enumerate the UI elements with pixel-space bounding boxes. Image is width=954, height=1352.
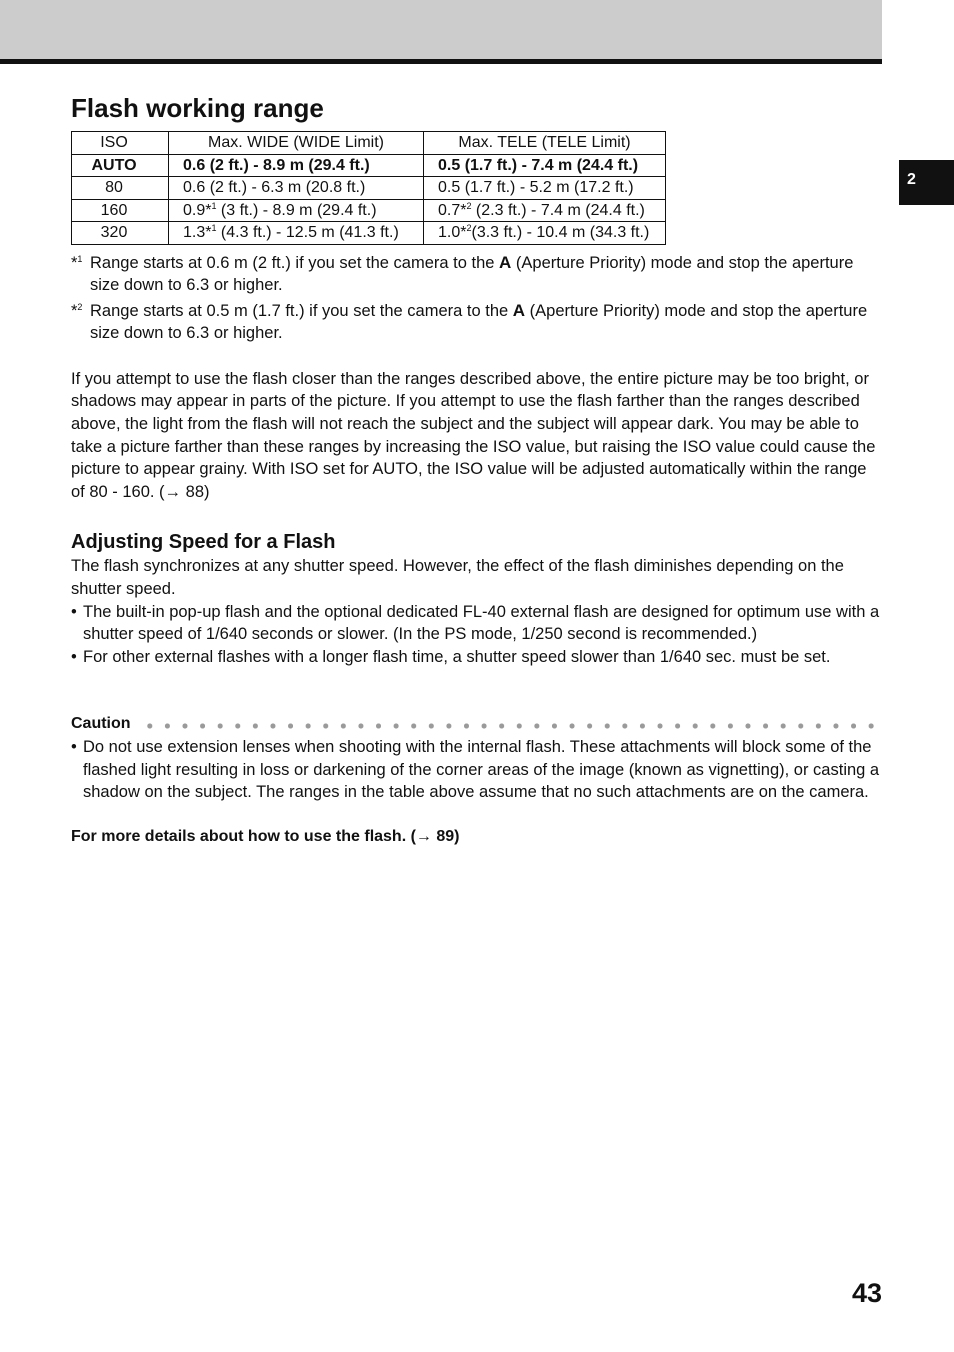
header-rule bbox=[0, 59, 882, 64]
footnotes bbox=[71, 252, 883, 345]
caution-label: Caution bbox=[71, 715, 131, 733]
page-title: Flash working range bbox=[71, 93, 324, 123]
page-number: 43 bbox=[852, 1278, 883, 1308]
chapter-tab: 2 bbox=[899, 160, 954, 205]
cell-iso: 160 bbox=[72, 199, 169, 222]
header-iso: ISO bbox=[72, 132, 169, 155]
header-tele: Max. TELE (TELE Limit) bbox=[424, 132, 666, 155]
table-row bbox=[72, 222, 666, 245]
cell-tele bbox=[424, 222, 666, 245]
cell-iso: 320 bbox=[72, 222, 169, 245]
cell-text: (2.3 ft.) - 7.4 m (24.4 ft.) bbox=[471, 201, 645, 219]
footnote-number: 1 bbox=[77, 253, 83, 264]
bullet-icon: • bbox=[71, 647, 77, 666]
table-header-row bbox=[72, 132, 666, 155]
section-intro: The flash synchronizes at any shutter speed. However, the effect of the flash diminishes depending on the shutter speed. bbox=[71, 557, 844, 599]
flash-range-table bbox=[71, 131, 666, 245]
footnote-text: Range starts at 0.6 m (2 ft.) if you set the camera to the bbox=[90, 253, 500, 272]
footnote-text: Range starts at 0.5 m (1.7 ft.) if you set the camera to the bbox=[90, 301, 513, 320]
footnote-mark bbox=[71, 252, 82, 275]
more-details-reference: For more details about how to use the flash. (→ 89) bbox=[71, 827, 460, 845]
cell-iso: AUTO bbox=[72, 154, 169, 177]
footnote-ref: 1 bbox=[211, 200, 217, 211]
cell-text: (3.3 ft.) - 10.4 m (34.3 ft.) bbox=[471, 224, 650, 242]
cell-text: 1.3* bbox=[183, 224, 212, 242]
cell-text: 0.9* bbox=[183, 201, 212, 219]
table-row bbox=[72, 199, 666, 222]
aperture-mode-symbol: A bbox=[512, 300, 526, 320]
list-item-text: The built-in pop-up flash and the optional dedicated FL-40 external flash are designed for optimum use with a shutter speed of 1/640 seconds or slower. (In the PS mode, 1/250 second is recommended.) bbox=[83, 602, 880, 644]
table-row bbox=[72, 177, 666, 200]
footnote-text: (Aperture Priority) mode and stop the aperture size down to 6.3 or higher. bbox=[90, 253, 854, 295]
section-heading: Adjusting Speed for a Flash bbox=[71, 531, 336, 554]
bullet-icon: • bbox=[71, 602, 77, 621]
footnote-ref: 1 bbox=[211, 223, 217, 234]
footnote-1 bbox=[71, 252, 883, 297]
cell-wide bbox=[169, 199, 424, 222]
caution-item bbox=[71, 736, 883, 804]
caution-text: Do not use extension lenses when shooting with the internal flash. These attachments will block some of the flashed light resulting in loss or darkening of the corner areas of the image (known as vignetting), or casting a shadow on the subject. The ranges in the table above assume that no such attachments are on the camera. bbox=[83, 738, 880, 802]
cell-wide: 0.6 (2 ft.) - 8.9 m (29.4 ft.) bbox=[169, 154, 424, 177]
cell-text: (3 ft.) - 8.9 m (29.4 ft.) bbox=[216, 201, 377, 219]
dotted-rule bbox=[141, 723, 883, 729]
table-row bbox=[72, 154, 666, 177]
caution-header bbox=[71, 713, 883, 736]
footnote-mark bbox=[71, 300, 82, 323]
footnote-number: 2 bbox=[77, 301, 83, 312]
footnote-text: (Aperture Priority) mode and stop the aperture size down to 6.3 or higher. bbox=[90, 301, 868, 343]
footnote-ref: 2 bbox=[466, 223, 472, 234]
cell-tele: 0.5 (1.7 ft.) - 5.2 m (17.2 ft.) bbox=[424, 177, 666, 200]
cell-tele: 0.5 (1.7 ft.) - 7.4 m (24.4 ft.) bbox=[424, 154, 666, 177]
bullet-icon: • bbox=[71, 738, 77, 756]
cell-text: 1.0* bbox=[438, 224, 467, 242]
cell-text: 0.7* bbox=[438, 201, 467, 219]
list-item-text: For other external flashes with a longer flash time, a shutter speed slower than 1/640 sec. must be set. bbox=[83, 647, 831, 666]
footnote-star: * bbox=[71, 253, 78, 272]
cell-wide: 0.6 (2 ft.) - 6.3 m (20.8 ft.) bbox=[169, 177, 424, 200]
aperture-mode-symbol: A bbox=[499, 252, 512, 272]
range-explanation-paragraph: If you attempt to use the flash closer than the ranges described above, the entire picture may be too bright, or shadows may appear in parts of the picture. If you attempt to use the flash farther than the ranges described above, the light from the flash will not reach the subject and the subject will appear dark. You may be able to take a picture farther than these ranges by increasing the ISO value, but raising the ISO value could cause the picture to appear grainy. With ISO set for AUTO, the ISO value will be adjusted automatically within the range of 80 - 160. (→ 88) bbox=[71, 369, 876, 501]
footnote-ref: 2 bbox=[466, 200, 472, 211]
header-band bbox=[0, 0, 882, 60]
header-wide: Max. WIDE (WIDE Limit) bbox=[169, 132, 424, 155]
cell-tele bbox=[424, 199, 666, 222]
cell-text: (4.3 ft.) - 12.5 m (41.3 ft.) bbox=[216, 224, 399, 242]
cell-iso: 80 bbox=[72, 177, 169, 200]
footnote-star: * bbox=[71, 301, 78, 320]
list-item bbox=[71, 601, 883, 646]
list-item bbox=[71, 646, 883, 669]
page-content bbox=[71, 91, 883, 848]
footnote-2 bbox=[71, 300, 883, 345]
cell-wide bbox=[169, 222, 424, 245]
